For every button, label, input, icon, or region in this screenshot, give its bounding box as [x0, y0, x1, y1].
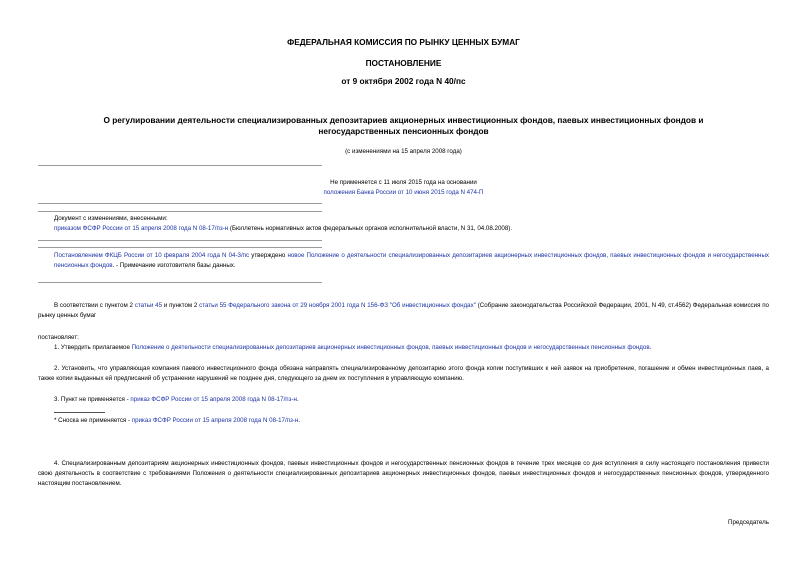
signature: Председатель [728, 519, 769, 526]
footnote-tail: . [298, 417, 301, 424]
preamble [38, 301, 769, 321]
item-3-text: 3. Пункт не применяется - [54, 396, 131, 403]
changes-intro: Документ с изменениями, внесенными: [54, 215, 168, 222]
preamble-text-1: В соответствии с пунктом 2 [54, 302, 135, 309]
divider [38, 203, 322, 204]
changes-block [54, 214, 769, 234]
amendments-note: (с изменениями на 15 апреля 2008 года) [345, 148, 462, 155]
fkcb-note-mid: утверждено [249, 252, 288, 259]
document-title: О регулировании деятельности специализированных депозитариев акционерных инвестиционных фондов, паевых инвестиционных фондов и негосударственных пенсионных фондов [103, 115, 704, 136]
notice-text: Не применяется с 11 июля 2015 года на основании [330, 179, 477, 186]
notice-link[interactable]: положения Банка России от 10 июня 2015 года N 474-П [323, 189, 484, 196]
federal-law-link[interactable]: статьи 55 Федерального закона от 29 ноября 2001 года N 156-ФЗ "Об инвестиционных фондах" [199, 302, 476, 309]
item-1-text: 1. Утвердить прилагаемое [54, 344, 132, 351]
footnote-text: * Сноска не применяется - [54, 417, 132, 424]
divider [38, 165, 322, 166]
article-45-link[interactable]: статьи 45 [134, 302, 163, 309]
divider [38, 240, 322, 241]
date-number-heading: от 9 октября 2002 года N 40/пс [341, 76, 466, 86]
footnote [54, 416, 769, 426]
item-2: 2. Установить, что управляющая компания паевого инвестиционного фонда обязана направлять специализированному депозитарию этого фонда копии поступивших к ней заявок на приобретение, погашение и обмен инвестиционных паев, а также копии выданных ей предписаний об устранении нарушений не позднее дня, следующего за днем их поступления в управляющую компанию. [38, 365, 769, 382]
document-type-heading: ПОСТАНОВЛЕНИЕ [365, 58, 442, 68]
item-3-tail: . [296, 396, 299, 403]
divider [38, 211, 322, 212]
item-1-tail: . [649, 344, 652, 351]
fkcb-note [54, 251, 769, 271]
item-3-link[interactable]: приказ ФСФР России от 15 апреля 2008 года N 08-17/пз-н [130, 396, 297, 403]
footnote-divider [54, 412, 105, 413]
item-4: 4. Специализированным депозитариям акционерных инвестиционных фондов, паевых инвестиционных фондов и негосударственных пенсионных фондов в течение трех месяцев со дня вступления в силу настоящего постановления привести свою деятельность в соответствие с требованиями Положения о деятельности специализированных депозитариев акционерных инвестиционных фондов, паевых инвестиционных фондов и негосударственных пенсионных фондов, утвержденного настоящим постановлением. [38, 460, 769, 487]
divider [38, 282, 322, 283]
resolves-label: постановляет: [38, 334, 79, 341]
footnote-link[interactable]: приказ ФСФР России от 15 апреля 2008 года N 08-17/пз-н [131, 417, 299, 424]
preamble-text-2: и пунктом 2 [162, 302, 200, 309]
fkcb-note-tail: . - Примечание изготовителя базы данных. [112, 262, 236, 269]
preamble-text-3: (Собрание законодательства Российской Федерации, 2001, N 49, ст.4562) Федеральная комиссия по рынку ценных бумаг [38, 302, 770, 319]
divider [38, 247, 322, 248]
item-3 [54, 395, 769, 405]
changes-link[interactable]: приказом ФСФР России от 15 апреля 2008 года N 08-17/пз-н [54, 225, 229, 232]
notice-line [38, 178, 769, 198]
changes-rest: (Бюллетень нормативных актов федеральных органов исполнительной власти, N 31, 04.08.2008). [228, 225, 513, 232]
item-1 [54, 343, 769, 353]
new-regulation-link[interactable]: новое Положение о деятельности специализированных депозитариев акционерных инвестиционных фондов, паевых инвестиционных фондов и негосударственных пенсионных фондов [54, 252, 770, 269]
regulation-link[interactable]: Положение о деятельности специализированных депозитариев акционерных инвестиционных фондов, паевых инвестиционных фондов и негосударственных пенсионных фондов [131, 344, 650, 351]
agency-heading: ФЕДЕРАЛЬНАЯ КОМИССИЯ ПО РЫНКУ ЦЕННЫХ БУМАГ [287, 37, 520, 47]
fkcb-resolution-link[interactable]: Постановлением ФКЦБ России от 10 февраля 2004 года N 04-3/пс [54, 252, 250, 259]
